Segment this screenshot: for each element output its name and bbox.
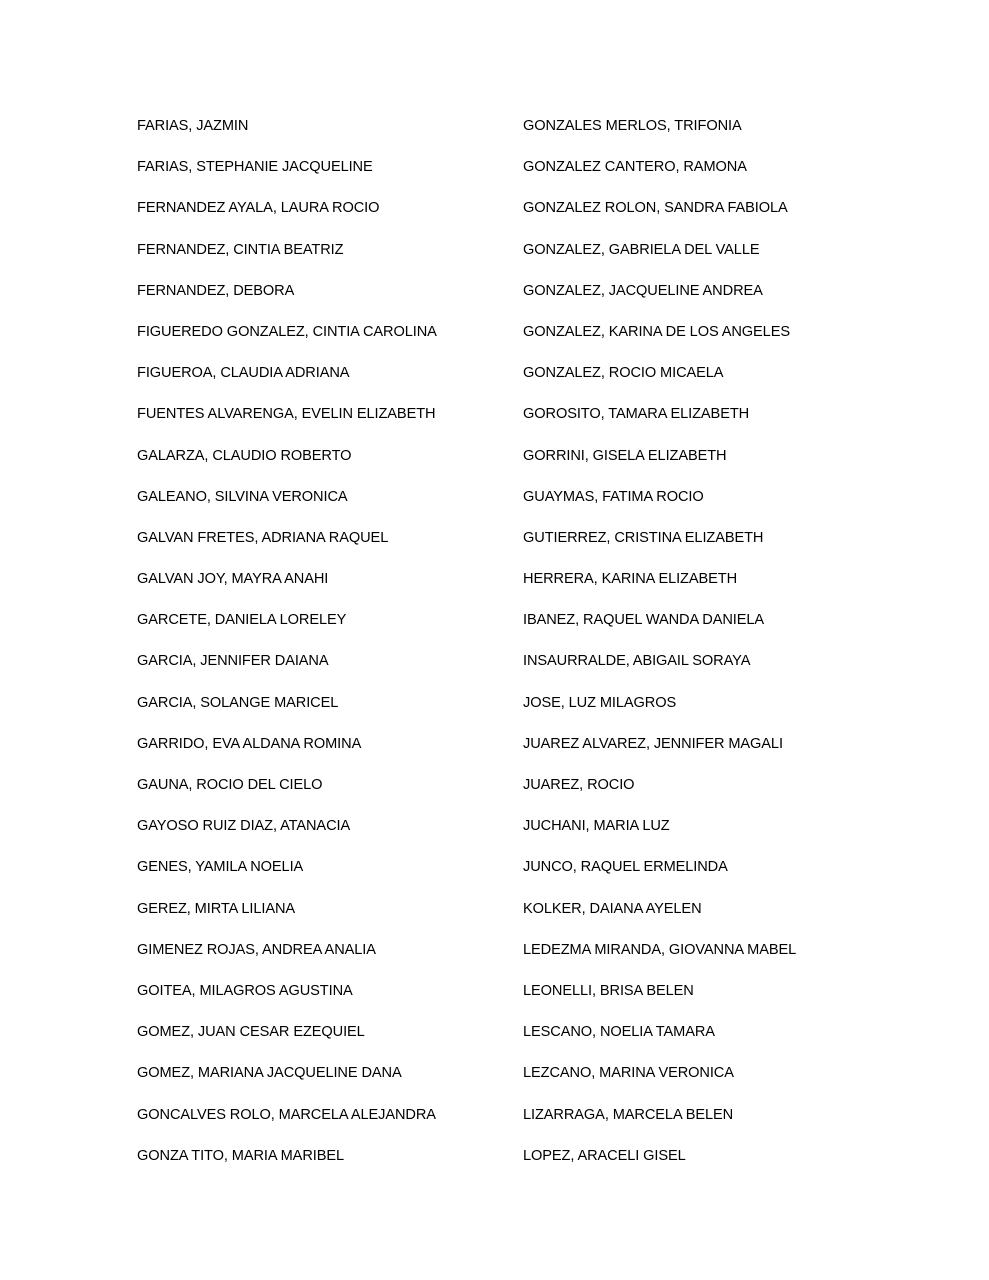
list-item: INSAURRALDE, ABIGAIL SORAYA <box>523 653 751 670</box>
list-item: LIZARRAGA, MARCELA BELEN <box>523 1106 734 1123</box>
list-item: GONZALEZ, JACQUELINE ANDREA <box>523 282 763 299</box>
list-item: JUCHANI, MARIA LUZ <box>523 818 670 835</box>
list-item: GOITEA, MILAGROS AGUSTINA <box>137 982 353 999</box>
list-item: GONZALEZ ROLON, SANDRA FABIOLA <box>523 200 788 217</box>
list-item: GONCALVES ROLO, MARCELA ALEJANDRA <box>137 1106 436 1123</box>
list-item: GONZALEZ, ROCIO MICAELA <box>523 365 724 382</box>
list-item: FIGUEREDO GONZALEZ, CINTIA CAROLINA <box>137 323 437 340</box>
list-item: GALVAN FRETES, ADRIANA RAQUEL <box>137 529 389 546</box>
list-item: GEREZ, MIRTA LILIANA <box>137 900 296 917</box>
list-item: GALARZA, CLAUDIO ROBERTO <box>137 447 352 464</box>
list-item: GAUNA, ROCIO DEL CIELO <box>137 777 323 793</box>
list-item: LOPEZ, ARACELI GISEL <box>523 1147 686 1164</box>
list-item: GALVAN JOY, MAYRA ANAHI <box>137 571 329 588</box>
list-item: GONZALES MERLOS, TRIFONIA <box>523 118 742 134</box>
list-item: HERRERA, KARINA ELIZABETH <box>523 571 738 588</box>
list-item: GARRIDO, EVA ALDANA ROMINA <box>137 735 362 752</box>
list-item: FERNANDEZ AYALA, LAURA ROCIO <box>137 200 380 217</box>
right-name-column <box>523 113 943 1184</box>
list-item: JOSE, LUZ MILAGROS <box>523 694 677 711</box>
list-item: GORRINI, GISELA ELIZABETH <box>523 447 727 464</box>
list-item: GIMENEZ ROJAS, ANDREA ANALIA <box>137 941 376 958</box>
list-item: FUENTES ALVARENGA, EVELIN ELIZABETH <box>137 406 436 423</box>
left-name-column <box>137 113 497 1184</box>
list-item: JUAREZ, ROCIO <box>523 777 635 793</box>
list-item: FIGUEROA, CLAUDIA ADRIANA <box>137 365 350 382</box>
list-item: JUNCO, RAQUEL ERMELINDA <box>523 859 728 876</box>
list-item: FARIAS, STEPHANIE JACQUELINE <box>137 159 373 176</box>
list-item: GALEANO, SILVINA VERONICA <box>137 488 348 505</box>
list-item: FERNANDEZ, CINTIA BEATRIZ <box>137 241 344 258</box>
list-item: FERNANDEZ, DEBORA <box>137 282 295 299</box>
list-item: GUAYMAS, FATIMA ROCIO <box>523 488 704 505</box>
list-item: GONZA TITO, MARIA MARIBEL <box>137 1147 344 1164</box>
list-item: KOLKER, DAIANA AYELEN <box>523 900 702 917</box>
list-item: GARCIA, SOLANGE MARICEL <box>137 694 339 711</box>
list-item: GARCETE, DANIELA LORELEY <box>137 612 347 629</box>
list-item: IBANEZ, RAQUEL WANDA DANIELA <box>523 612 765 629</box>
list-item: GONZALEZ, KARINA DE LOS ANGELES <box>523 323 790 340</box>
list-item: GARCIA, JENNIFER DAIANA <box>137 653 329 670</box>
list-item: GENES, YAMILA NOELIA <box>137 859 304 876</box>
list-item: GONZALEZ, GABRIELA DEL VALLE <box>523 241 760 258</box>
list-item: GOROSITO, TAMARA ELIZABETH <box>523 406 750 423</box>
list-item: FARIAS, JAZMIN <box>137 118 249 134</box>
list-item: LESCANO, NOELIA TAMARA <box>523 1024 715 1041</box>
list-item: LEONELLI, BRISA BELEN <box>523 982 694 999</box>
list-item: GUTIERREZ, CRISTINA ELIZABETH <box>523 529 764 546</box>
list-item: GOMEZ, MARIANA JACQUELINE DANA <box>137 1065 402 1082</box>
list-item: GAYOSO RUIZ DIAZ, ATANACIA <box>137 818 351 835</box>
list-item: LEDEZMA MIRANDA, GIOVANNA MABEL <box>523 941 797 958</box>
list-item: GOMEZ, JUAN CESAR EZEQUIEL <box>137 1024 365 1041</box>
list-item: JUAREZ ALVAREZ, JENNIFER MAGALI <box>523 735 783 752</box>
list-item: GONZALEZ CANTERO, RAMONA <box>523 159 747 176</box>
list-item: LEZCANO, MARINA VERONICA <box>523 1065 734 1082</box>
